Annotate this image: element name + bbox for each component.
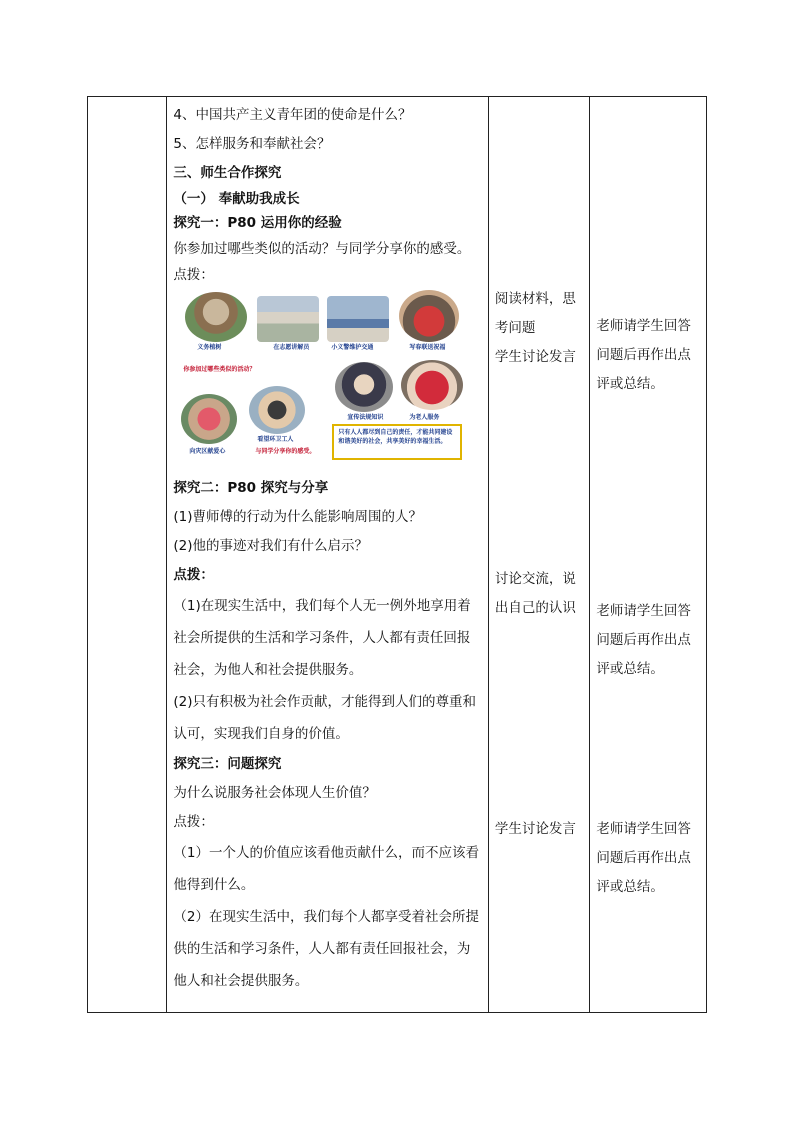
caption-4: 写春联送祝福: [409, 344, 446, 351]
student-activity-3: 学生讨论发言: [494, 821, 576, 837]
photo-disaster-donation: [181, 394, 237, 444]
explore3-answer-2: （2）在现实生活中，我们每个人都享受着社会所提供的生活和学习条件，人人都有责任回报社会，为他人和社会提供服务。: [173, 909, 479, 989]
photo-traffic-police: [327, 296, 389, 342]
photo-elderly-visit: [335, 362, 393, 412]
question-5: 5、怎样服务和奉献社会？: [173, 136, 331, 152]
caption-2: 在志愿讲解员: [273, 344, 310, 351]
caption-8: 看望环卫工人: [257, 436, 294, 443]
explore3-answer-1: （1）一个人的价值应该看他贡献什么，而不应该看他得到什么。: [173, 845, 479, 893]
student-activity-1-text: 阅读材料，思考问题: [494, 291, 576, 336]
explore2-hint-label: 点拨：: [173, 567, 214, 583]
student-activity-2: 讨论交流，说出自己的认识: [494, 571, 576, 616]
photo-sanitation-workers: [249, 386, 305, 434]
collage-note: 只有人人都尽到自己的责任，才能共同建设和谐美好的社会，共享美好的幸福生活。: [332, 424, 462, 460]
explore1-title: 探究一：P80 运用你的经验: [173, 215, 342, 231]
caption-1: 义务植树: [197, 344, 222, 351]
collage-share: 与同学分享你的感受。: [255, 448, 316, 455]
caption-7: 向灾区献爱心: [189, 448, 226, 455]
question-4: 4、中国共产主义青年团的使命是什么？: [173, 107, 412, 123]
photo-volunteer-guide: [257, 296, 319, 342]
explore3-hint-label: 点拨：: [173, 814, 214, 830]
explore1-prompt: 你参加过哪些类似的活动？与同学分享你的感受。: [173, 241, 471, 257]
explore2-question-2: (2)他的事迹对我们有什么启示？: [173, 538, 368, 554]
explore2-answer-1: （1)在现实生活中，我们每个人无一例外地享用着社会所提供的生活和学习条件，人人都有责任回报社会，为他人和社会提供服务。: [173, 598, 471, 678]
teacher-activity-column: [590, 97, 707, 1013]
teacher-activity-2: 老师请学生回答问题后再作出点评或总结。: [596, 603, 691, 677]
student-activity-1b-text: 学生讨论发言: [494, 349, 576, 365]
section-heading: 三、师生合作探究: [173, 165, 282, 181]
photo-elderly-service: [401, 360, 463, 410]
student-activity-1: [495, 285, 585, 372]
explore1-hint-label: 点拨：: [173, 267, 214, 283]
subsection-heading: （一） 奉献助我成长: [173, 191, 300, 207]
explore3-title: 探究三：问题探究: [173, 756, 282, 772]
teacher-activity-1: 老师请学生回答问题后再作出点评或总结。: [596, 318, 691, 392]
explore2-title: 探究二：P80 探究与分享: [173, 480, 329, 496]
student-activity-column: [488, 97, 589, 1013]
activity-photo-collage: [177, 290, 467, 468]
collage-question: 你参加过哪些类似的活动？: [183, 366, 256, 373]
explore2-answer-2: (2)只有积极为社会作贡献，才能得到人们的尊重和认可，实现我们自身的价值。: [173, 694, 476, 742]
photo-spring-couplets: [399, 290, 459, 342]
caption-3: 小义警维护交通: [331, 344, 374, 351]
explore2-question-1: (1)曹师傅的行动为什么能影响周围的人？: [173, 509, 422, 525]
caption-6: 为老人服务: [409, 414, 440, 421]
teacher-activity-3: 老师请学生回答问题后再作出点评或总结。: [596, 821, 691, 895]
empty-column: [88, 97, 167, 1013]
activity-column: [167, 97, 489, 1013]
lesson-table: [87, 96, 707, 1013]
caption-5: 宣传法规知识: [347, 414, 384, 421]
photo-tree-planting: [185, 292, 247, 342]
explore3-question: 为什么说服务社会体现人生价值？: [173, 785, 376, 801]
